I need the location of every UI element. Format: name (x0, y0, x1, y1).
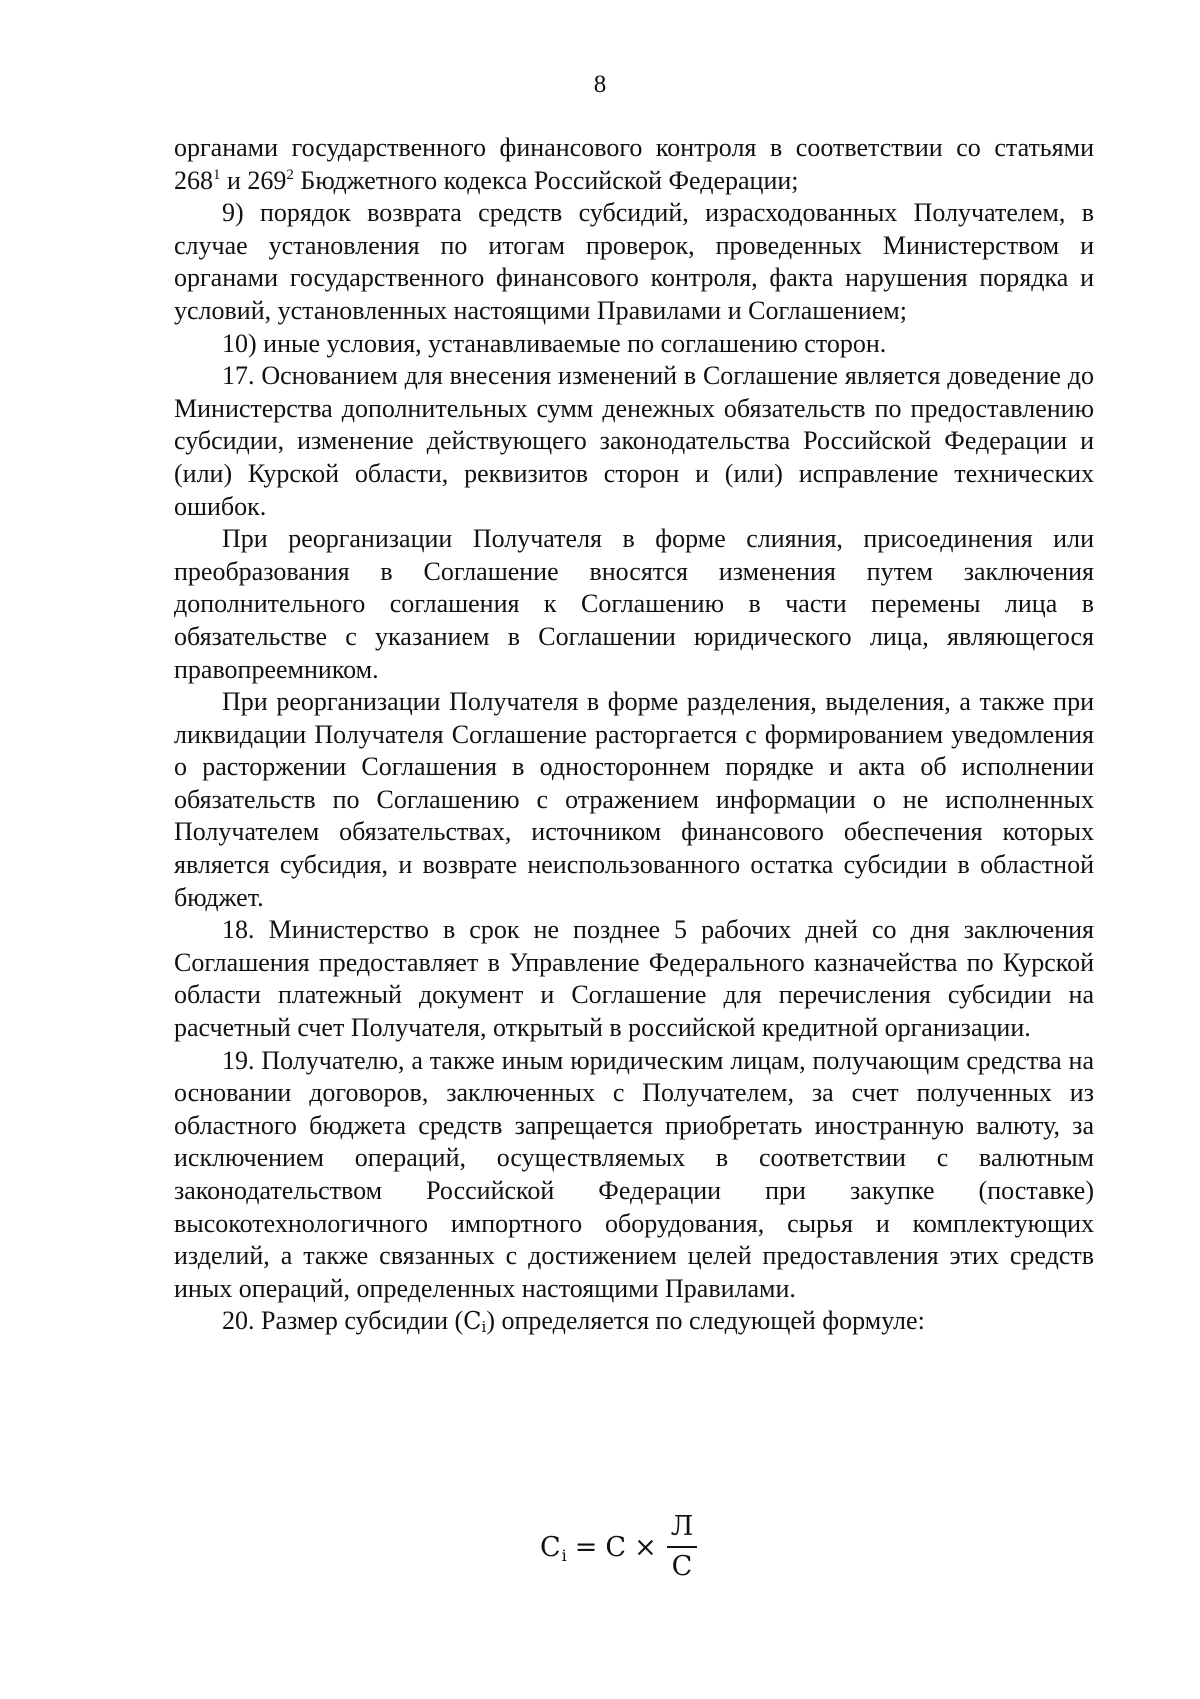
paragraph-clause-17: 17. Основанием для внесения изменений в Соглашение является доведение до Министерства дополнительных сумм денежных обязательств по предоставлению субсидии, изменение действующего законодательства Российской Федерации и (или) Курской области, реквизитов сторон и (или) исправление технических ошибок. (174, 361, 1094, 521)
formula-times: × (634, 1531, 657, 1563)
paragraph-clause-20 (174, 1305, 1094, 1344)
paragraph-text: ) определяется по следующей формуле: (486, 1306, 925, 1336)
paragraph-item-10: 10) иные условия, устанавливаемые по соглашению сторон. (222, 328, 887, 358)
paragraph-continuation (174, 132, 1094, 197)
formula-lhs: C (540, 1531, 561, 1563)
formula-lhs-subscript: i (561, 1545, 567, 1565)
page-number: 8 (593, 71, 607, 98)
formula-denominator: С (671, 1551, 693, 1582)
paragraph-clause-19: 19. Получателю, а также иным юридическим лицам, получающим средства на основании договоров, заключенных с Получателем, за счет полученных из областного бюджета средств запрещается приобретать иностранную валюту, за исключением операций, осуществляемых в соответствии с валютным законодательством Российской Федерации при закупке (поставке) высокотехнологичного импортного оборудования, сырья и комплектующих изделий, а также связанных с достижением целей предоставления этих средств иных операций, определенных настоящими Правилами. (174, 1045, 1094, 1303)
superscript-article-2: 2 (286, 166, 294, 183)
paragraph-text: 20. Размер субсидии ( (222, 1306, 464, 1336)
formula-fraction (667, 1510, 698, 1584)
subsidy-symbol-subscript: i (481, 1318, 487, 1337)
paragraph-clause-18: 18. Министерство в срок не позднее 5 рабочих дней со дня заключения Соглашения предоставляет в Управление Федерального казначейства по Курской области платежный документ и Соглашение для перечисления субсидии на расчетный счет Получателя, открытый в российской кредитной организации. (174, 915, 1094, 1043)
subsidy-formula (540, 1502, 697, 1592)
paragraph-reorganization-merge: При реорганизации Получателя в форме слияния, присоединения или преобразования в Соглашение вносятся изменения путем заключения дополнительного соглашения к Соглашению в части перемены лица в обязательстве с указанием в Соглашении юридического лица, являющегося правопреемником. (174, 524, 1094, 684)
paragraph-text: органами государственного финансового контроля в соответствии со статьями 268 (174, 133, 1094, 195)
paragraph-item-9: 9) порядок возврата средств субсидий, израсходованных Получателем, в случае установления по итогам проверок, проведенных Министерством и органами государственного финансового контроля, факта нарушения порядка и условий, установленных настоящими Правилами и Соглашением; (174, 198, 1094, 325)
paragraph-text: Бюджетного кодекса Российской Федерации; (293, 165, 799, 195)
subsidy-symbol (463, 1307, 486, 1335)
subsidy-symbol-base: C (463, 1307, 482, 1336)
formula-c: C (605, 1531, 627, 1563)
paragraph-reorganization-split: При реорганизации Получателя в форме разделения, выделения, а также при ликвидации Получателя Соглашение расторгается с формированием уведомления о расторжении Соглашения в одностороннем порядке и акта об исполнении обязательств по Соглашению с отражением информации о не исполненных Получателем обязательствах, источником финансового обеспечения которых является субсидия, и возврате неиспользованного остатка субсидии в областной бюджет. (174, 687, 1094, 912)
formula-numerator: Л (670, 1511, 694, 1542)
paragraph-text: и 269 (220, 165, 287, 195)
formula-equals: = (574, 1531, 598, 1563)
document-body (174, 132, 1094, 1344)
superscript-article-1: 1 (213, 166, 221, 183)
